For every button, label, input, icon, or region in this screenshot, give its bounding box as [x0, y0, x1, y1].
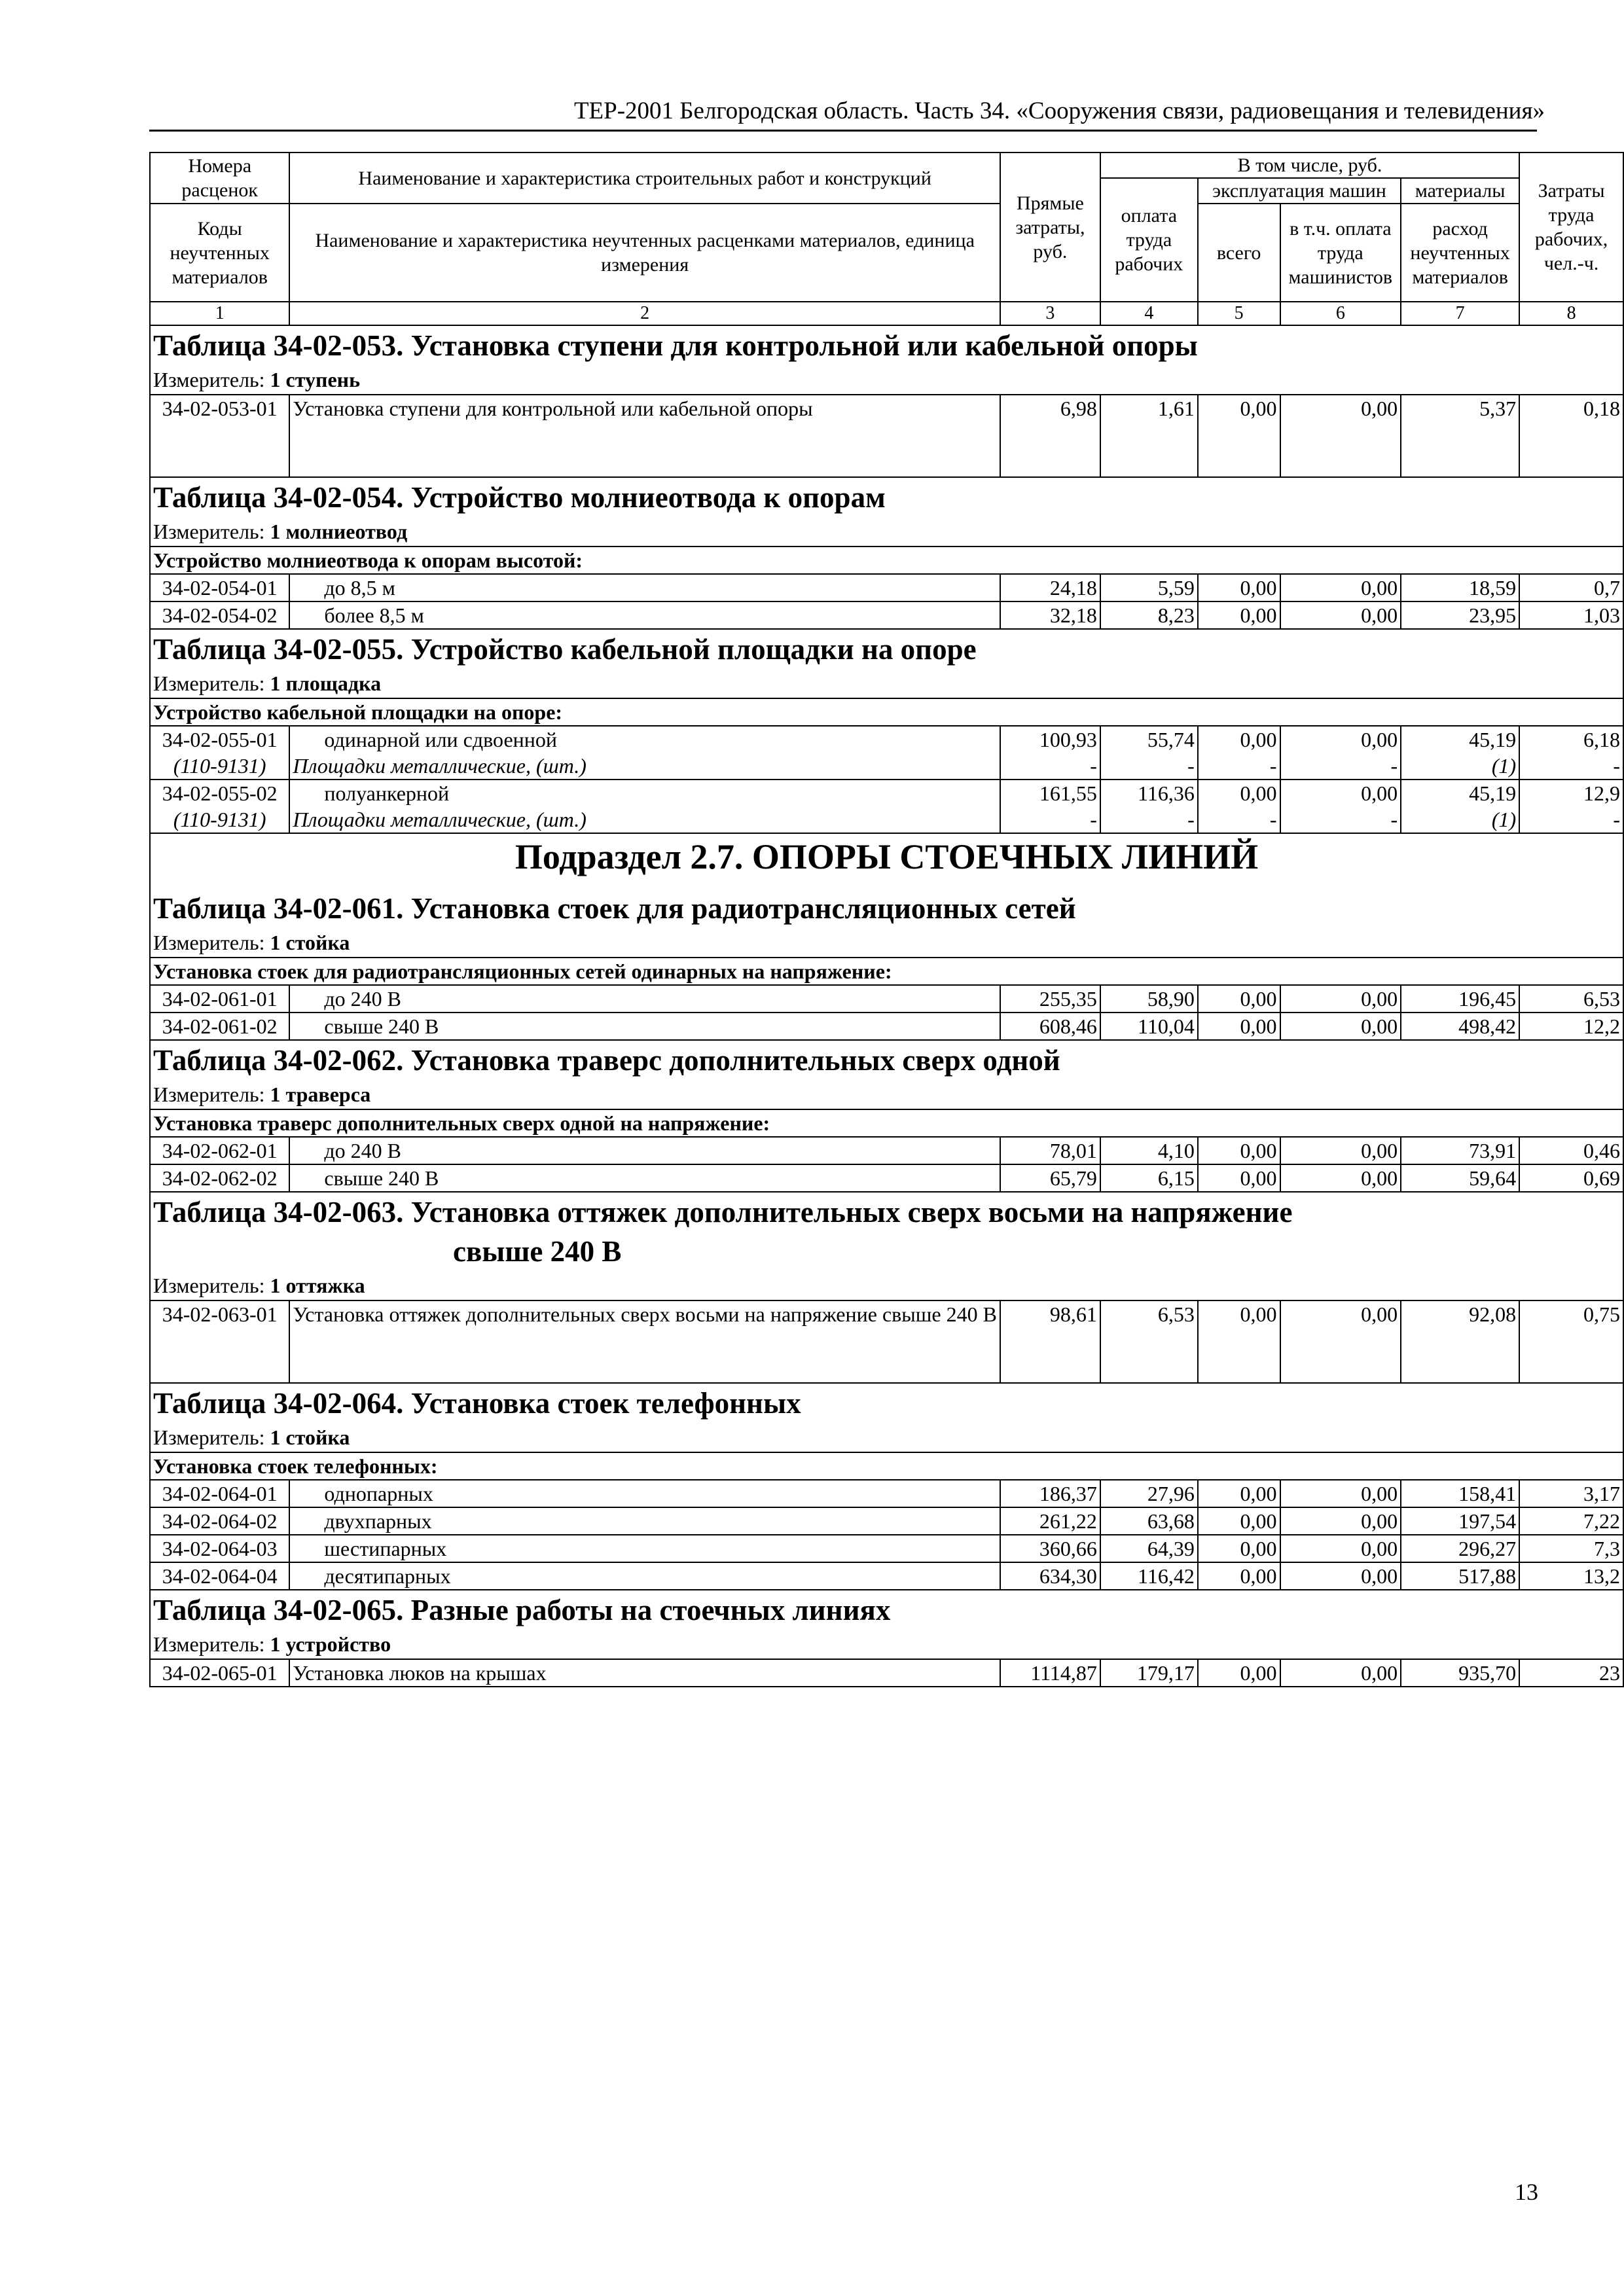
meter-line	[150, 928, 1623, 958]
group-heading: Устройство молниеотвода к опорам высотой:	[150, 547, 1623, 574]
cell-c6: 0,00	[1280, 1013, 1401, 1040]
subsection-title: Подраздел 2.7. ОПОРЫ СТОЕЧНЫХ ЛИНИЙ	[150, 833, 1623, 880]
cell-c6: -	[1280, 806, 1401, 833]
row-name: до 8,5 м	[289, 574, 1000, 601]
header-rule	[149, 130, 1537, 132]
col3-header: Прямые затраты, руб.	[1000, 152, 1100, 302]
materials-header: материалы	[1401, 178, 1519, 204]
table-title: Таблица 34-02-054. Устройство молниеотвода к опорам	[150, 477, 1623, 517]
cell-c3: 608,46	[1000, 1013, 1100, 1040]
table-row	[150, 1480, 1623, 1507]
meter-value: 1 устройство	[270, 1632, 391, 1656]
cell-c3: 65,79	[1000, 1164, 1100, 1192]
meter-label: Измеритель:	[153, 1426, 265, 1449]
row-code: 34-02-054-01	[150, 574, 289, 601]
row-name: одинарной или сдвоенной	[289, 726, 1000, 753]
cell-c6: 0,00	[1280, 1137, 1401, 1164]
cell-c3: 98,61	[1000, 1300, 1100, 1383]
row-code: 34-02-054-02	[150, 601, 289, 629]
table-title-continuation: свыше 240 В	[453, 1235, 622, 1268]
row-code: 34-02-063-01	[150, 1300, 289, 1383]
meter-line	[150, 365, 1623, 395]
table-row	[150, 574, 1623, 601]
table-row	[150, 1659, 1623, 1687]
cell-c7: 23,95	[1401, 601, 1519, 629]
table-title: Таблица 34-02-062. Установка траверс дополнительных сверх одной	[150, 1040, 1623, 1080]
col-number: 7	[1401, 302, 1519, 325]
cell-c6: 0,00	[1280, 1480, 1401, 1507]
cell-c4: 8,23	[1100, 601, 1198, 629]
row-name: Установка оттяжек дополнительных сверх восьми на напряжение свыше 240 В	[289, 1300, 1000, 1383]
meter-line	[150, 517, 1623, 547]
cell-c6: 0,00	[1280, 1535, 1401, 1562]
group-heading: Устройство кабельной площадки на опоре:	[150, 698, 1623, 726]
cell-c7: 5,37	[1401, 395, 1519, 477]
meter-label: Измеритель:	[153, 1274, 265, 1297]
material-code: (110-9131)	[150, 753, 289, 780]
cell-c8: 1,03	[1519, 601, 1623, 629]
cell-c5: 0,00	[1198, 1013, 1280, 1040]
row-name: до 240 В	[289, 985, 1000, 1013]
cell-c5: -	[1198, 806, 1280, 833]
cell-c5: 0,00	[1198, 1480, 1280, 1507]
cell-c8: 13,2	[1519, 1562, 1623, 1590]
cell-c7: 92,08	[1401, 1300, 1519, 1383]
cell-c8: 3,17	[1519, 1480, 1623, 1507]
meter-line	[150, 669, 1623, 698]
table-row	[150, 1164, 1623, 1192]
cell-c4: -	[1100, 753, 1198, 780]
material-code: (110-9131)	[150, 806, 289, 833]
cell-c8: 0,69	[1519, 1164, 1623, 1192]
cell-c3: 78,01	[1000, 1137, 1100, 1164]
row-code: 34-02-053-01	[150, 395, 289, 477]
cell-c5: 0,00	[1198, 726, 1280, 753]
cell-c7: 296,27	[1401, 1535, 1519, 1562]
cell-c8: -	[1519, 753, 1623, 780]
row-code: 34-02-062-01	[150, 1137, 289, 1164]
col-number: 5	[1198, 302, 1280, 325]
cell-c6: 0,00	[1280, 780, 1401, 806]
cell-c3: 186,37	[1000, 1480, 1100, 1507]
cell-c8: 0,46	[1519, 1137, 1623, 1164]
row-name: более 8,5 м	[289, 601, 1000, 629]
cell-c7: 45,19	[1401, 726, 1519, 753]
cell-c7: (1)	[1401, 806, 1519, 833]
cell-c8: 12,2	[1519, 1013, 1623, 1040]
col-number: 3	[1000, 302, 1100, 325]
table-row	[150, 780, 1623, 806]
col5-header: всего	[1198, 204, 1280, 302]
table-title: Таблица 34-02-061. Установка стоек для радиотрансляционных сетей	[150, 880, 1623, 928]
cell-c7: (1)	[1401, 753, 1519, 780]
table-row	[150, 601, 1623, 629]
cell-c7: 197,54	[1401, 1507, 1519, 1535]
table-title	[150, 1192, 1623, 1271]
cell-c7: 498,42	[1401, 1013, 1519, 1040]
meter-label: Измеритель:	[153, 520, 265, 543]
row-name: Установка ступени для контрольной или кабельной опоры	[289, 395, 1000, 477]
row-code: 34-02-061-02	[150, 1013, 289, 1040]
meter-value: 1 площадка	[270, 672, 382, 695]
cell-c4: 116,36	[1100, 780, 1198, 806]
cell-c4: 110,04	[1100, 1013, 1198, 1040]
cell-c4: 58,90	[1100, 985, 1198, 1013]
cell-c3: 161,55	[1000, 780, 1100, 806]
meter-value: 1 ступень	[270, 368, 361, 391]
cell-c3: 634,30	[1000, 1562, 1100, 1590]
machines-header: эксплуатация машин	[1198, 178, 1401, 204]
cell-c6: 0,00	[1280, 1300, 1401, 1383]
table-row	[150, 1562, 1623, 1590]
cell-c4: 27,96	[1100, 1480, 1198, 1507]
col1-bottom-header: Коды неучтенных материалов	[150, 204, 289, 302]
cell-c3: 261,22	[1000, 1507, 1100, 1535]
page-header: ТЕР-2001 Белгородская область. Часть 34. «Сооружения связи, радиовещания и телевидения»	[573, 98, 1545, 124]
col2-bottom-header: Наименование и характеристика неучтенных расценками материалов, единица измерения	[289, 204, 1000, 302]
meter-label: Измеритель:	[153, 672, 265, 695]
cell-c8: 0,75	[1519, 1300, 1623, 1383]
cell-c3: 32,18	[1000, 601, 1100, 629]
table-title: Таблица 34-02-065. Разные работы на стоечных линиях	[150, 1590, 1623, 1630]
meter-label: Измеритель:	[153, 1083, 265, 1106]
meter-line	[150, 1080, 1623, 1109]
col-number: 1	[150, 302, 289, 325]
cell-c5: -	[1198, 753, 1280, 780]
row-name: десятипарных	[289, 1562, 1000, 1590]
cell-c4: 6,15	[1100, 1164, 1198, 1192]
cell-c5: 0,00	[1198, 1659, 1280, 1687]
cell-c8: -	[1519, 806, 1623, 833]
cell-c6: -	[1280, 753, 1401, 780]
meter-label: Измеритель:	[153, 931, 265, 954]
cell-c4: 55,74	[1100, 726, 1198, 753]
meter-value: 1 оттяжка	[270, 1274, 365, 1297]
incl-header: В том числе, руб.	[1100, 152, 1519, 178]
row-code: 34-02-064-01	[150, 1480, 289, 1507]
table-title: Таблица 34-02-064. Установка стоек телефонных	[150, 1383, 1623, 1423]
row-code: 34-02-055-01	[150, 726, 289, 753]
cell-c5: 0,00	[1198, 1535, 1280, 1562]
row-code: 34-02-065-01	[150, 1659, 289, 1687]
material-name: Площадки металлические, (шт.)	[289, 806, 1000, 833]
row-name: полуанкерной	[289, 780, 1000, 806]
table-row	[150, 395, 1623, 477]
cell-c6: 0,00	[1280, 1562, 1401, 1590]
row-code: 34-02-062-02	[150, 1164, 289, 1192]
cell-c3: -	[1000, 753, 1100, 780]
col-number: 2	[289, 302, 1000, 325]
group-heading: Установка стоек телефонных:	[150, 1452, 1623, 1480]
cell-c4: 64,39	[1100, 1535, 1198, 1562]
meter-label: Измеритель:	[153, 1632, 265, 1656]
cell-c5: 0,00	[1198, 1137, 1280, 1164]
cell-c7: 196,45	[1401, 985, 1519, 1013]
cell-c5: 0,00	[1198, 574, 1280, 601]
meter-value: 1 молниеотвод	[270, 520, 408, 543]
cell-c4: 63,68	[1100, 1507, 1198, 1535]
meter-line	[150, 1630, 1623, 1659]
row-code: 34-02-064-02	[150, 1507, 289, 1535]
cell-c7: 517,88	[1401, 1562, 1519, 1590]
cell-c8: 7,22	[1519, 1507, 1623, 1535]
cell-c3: 24,18	[1000, 574, 1100, 601]
group-heading: Установка траверс дополнительных сверх одной на напряжение:	[150, 1109, 1623, 1137]
table-row	[150, 1013, 1623, 1040]
table-title: Таблица 34-02-055. Устройство кабельной площадки на опоре	[150, 629, 1623, 669]
cell-c5: 0,00	[1198, 1562, 1280, 1590]
row-code: 34-02-064-03	[150, 1535, 289, 1562]
cell-c8: 7,3	[1519, 1535, 1623, 1562]
cell-c8: 6,53	[1519, 985, 1623, 1013]
table-row	[150, 1137, 1623, 1164]
row-name: однопарных	[289, 1480, 1000, 1507]
cell-c6: 0,00	[1280, 1164, 1401, 1192]
cell-c6: 0,00	[1280, 601, 1401, 629]
table-header	[150, 152, 1623, 325]
meter-value: 1 стойка	[270, 931, 350, 954]
cell-c6: 0,00	[1280, 985, 1401, 1013]
table-title-line: Таблица 34-02-063. Установка оттяжек дополнительных сверх восьми на напряжение	[153, 1196, 1293, 1229]
material-row	[150, 753, 1623, 780]
col2-top-header: Наименование и характеристика строительных работ и конструкций	[289, 152, 1000, 204]
cell-c3: 255,35	[1000, 985, 1100, 1013]
col-number: 8	[1519, 302, 1623, 325]
cell-c4: 1,61	[1100, 395, 1198, 477]
row-code: 34-02-064-04	[150, 1562, 289, 1590]
table-row	[150, 1535, 1623, 1562]
cell-c7: 158,41	[1401, 1480, 1519, 1507]
cell-c6: 0,00	[1280, 726, 1401, 753]
cell-c8: 12,9	[1519, 780, 1623, 806]
cell-c4: 6,53	[1100, 1300, 1198, 1383]
cell-c7: 45,19	[1401, 780, 1519, 806]
cell-c4: 4,10	[1100, 1137, 1198, 1164]
cell-c6: 0,00	[1280, 395, 1401, 477]
cell-c6: 0,00	[1280, 1659, 1401, 1687]
table-title: Таблица 34-02-053. Установка ступени для контрольной или кабельной опоры	[150, 325, 1623, 365]
row-name: свыше 240 В	[289, 1013, 1000, 1040]
row-name: свыше 240 В	[289, 1164, 1000, 1192]
col6-header: в т.ч. оплата труда машинистов	[1280, 204, 1401, 302]
row-name: двухпарных	[289, 1507, 1000, 1535]
cell-c4: 116,42	[1100, 1562, 1198, 1590]
cell-c3: -	[1000, 806, 1100, 833]
cell-c6: 0,00	[1280, 1507, 1401, 1535]
material-name: Площадки металлические, (шт.)	[289, 753, 1000, 780]
cell-c4: 179,17	[1100, 1659, 1198, 1687]
row-name: до 240 В	[289, 1137, 1000, 1164]
cell-c3: 100,93	[1000, 726, 1100, 753]
cell-c6: 0,00	[1280, 574, 1401, 601]
meter-value: 1 траверса	[270, 1083, 371, 1106]
meter-value: 1 стойка	[270, 1426, 350, 1449]
table-row	[150, 1300, 1623, 1383]
cell-c5: 0,00	[1198, 780, 1280, 806]
cell-c5: 0,00	[1198, 395, 1280, 477]
cell-c3: 6,98	[1000, 395, 1100, 477]
meter-line	[150, 1271, 1623, 1300]
col1-top-header: Номера расценок	[150, 152, 289, 204]
meter-line	[150, 1423, 1623, 1452]
cell-c5: 0,00	[1198, 1164, 1280, 1192]
cell-c5: 0,00	[1198, 985, 1280, 1013]
rates-table	[149, 152, 1624, 1687]
group-heading: Установка стоек для радиотрансляционных сетей одинарных на напряжение:	[150, 958, 1623, 985]
table-row	[150, 985, 1623, 1013]
row-code: 34-02-055-02	[150, 780, 289, 806]
cell-c7: 935,70	[1401, 1659, 1519, 1687]
row-code: 34-02-061-01	[150, 985, 289, 1013]
cell-c8: 0,7	[1519, 574, 1623, 601]
cell-c8: 23	[1519, 1659, 1623, 1687]
material-row	[150, 806, 1623, 833]
table-row	[150, 726, 1623, 753]
col4-header: оплата труда рабочих	[1100, 178, 1198, 302]
col-number: 4	[1100, 302, 1198, 325]
cell-c3: 360,66	[1000, 1535, 1100, 1562]
cell-c3: 1114,87	[1000, 1659, 1100, 1687]
page-number: 13	[1515, 2179, 1538, 2205]
cell-c7: 59,64	[1401, 1164, 1519, 1192]
meter-label: Измеритель:	[153, 368, 265, 391]
cell-c7: 73,91	[1401, 1137, 1519, 1164]
row-name: Установка люков на крышах	[289, 1659, 1000, 1687]
cell-c8: 6,18	[1519, 726, 1623, 753]
col-number: 6	[1280, 302, 1401, 325]
cell-c5: 0,00	[1198, 1507, 1280, 1535]
cell-c5: 0,00	[1198, 1300, 1280, 1383]
col7-header: расход неучтенных материалов	[1401, 204, 1519, 302]
cell-c5: 0,00	[1198, 601, 1280, 629]
cell-c7: 18,59	[1401, 574, 1519, 601]
cell-c8: 0,18	[1519, 395, 1623, 477]
table-row	[150, 1507, 1623, 1535]
cell-c4: 5,59	[1100, 574, 1198, 601]
col8-header: Затраты труда рабочих, чел.-ч.	[1519, 152, 1623, 302]
cell-c4: -	[1100, 806, 1198, 833]
row-name: шестипарных	[289, 1535, 1000, 1562]
